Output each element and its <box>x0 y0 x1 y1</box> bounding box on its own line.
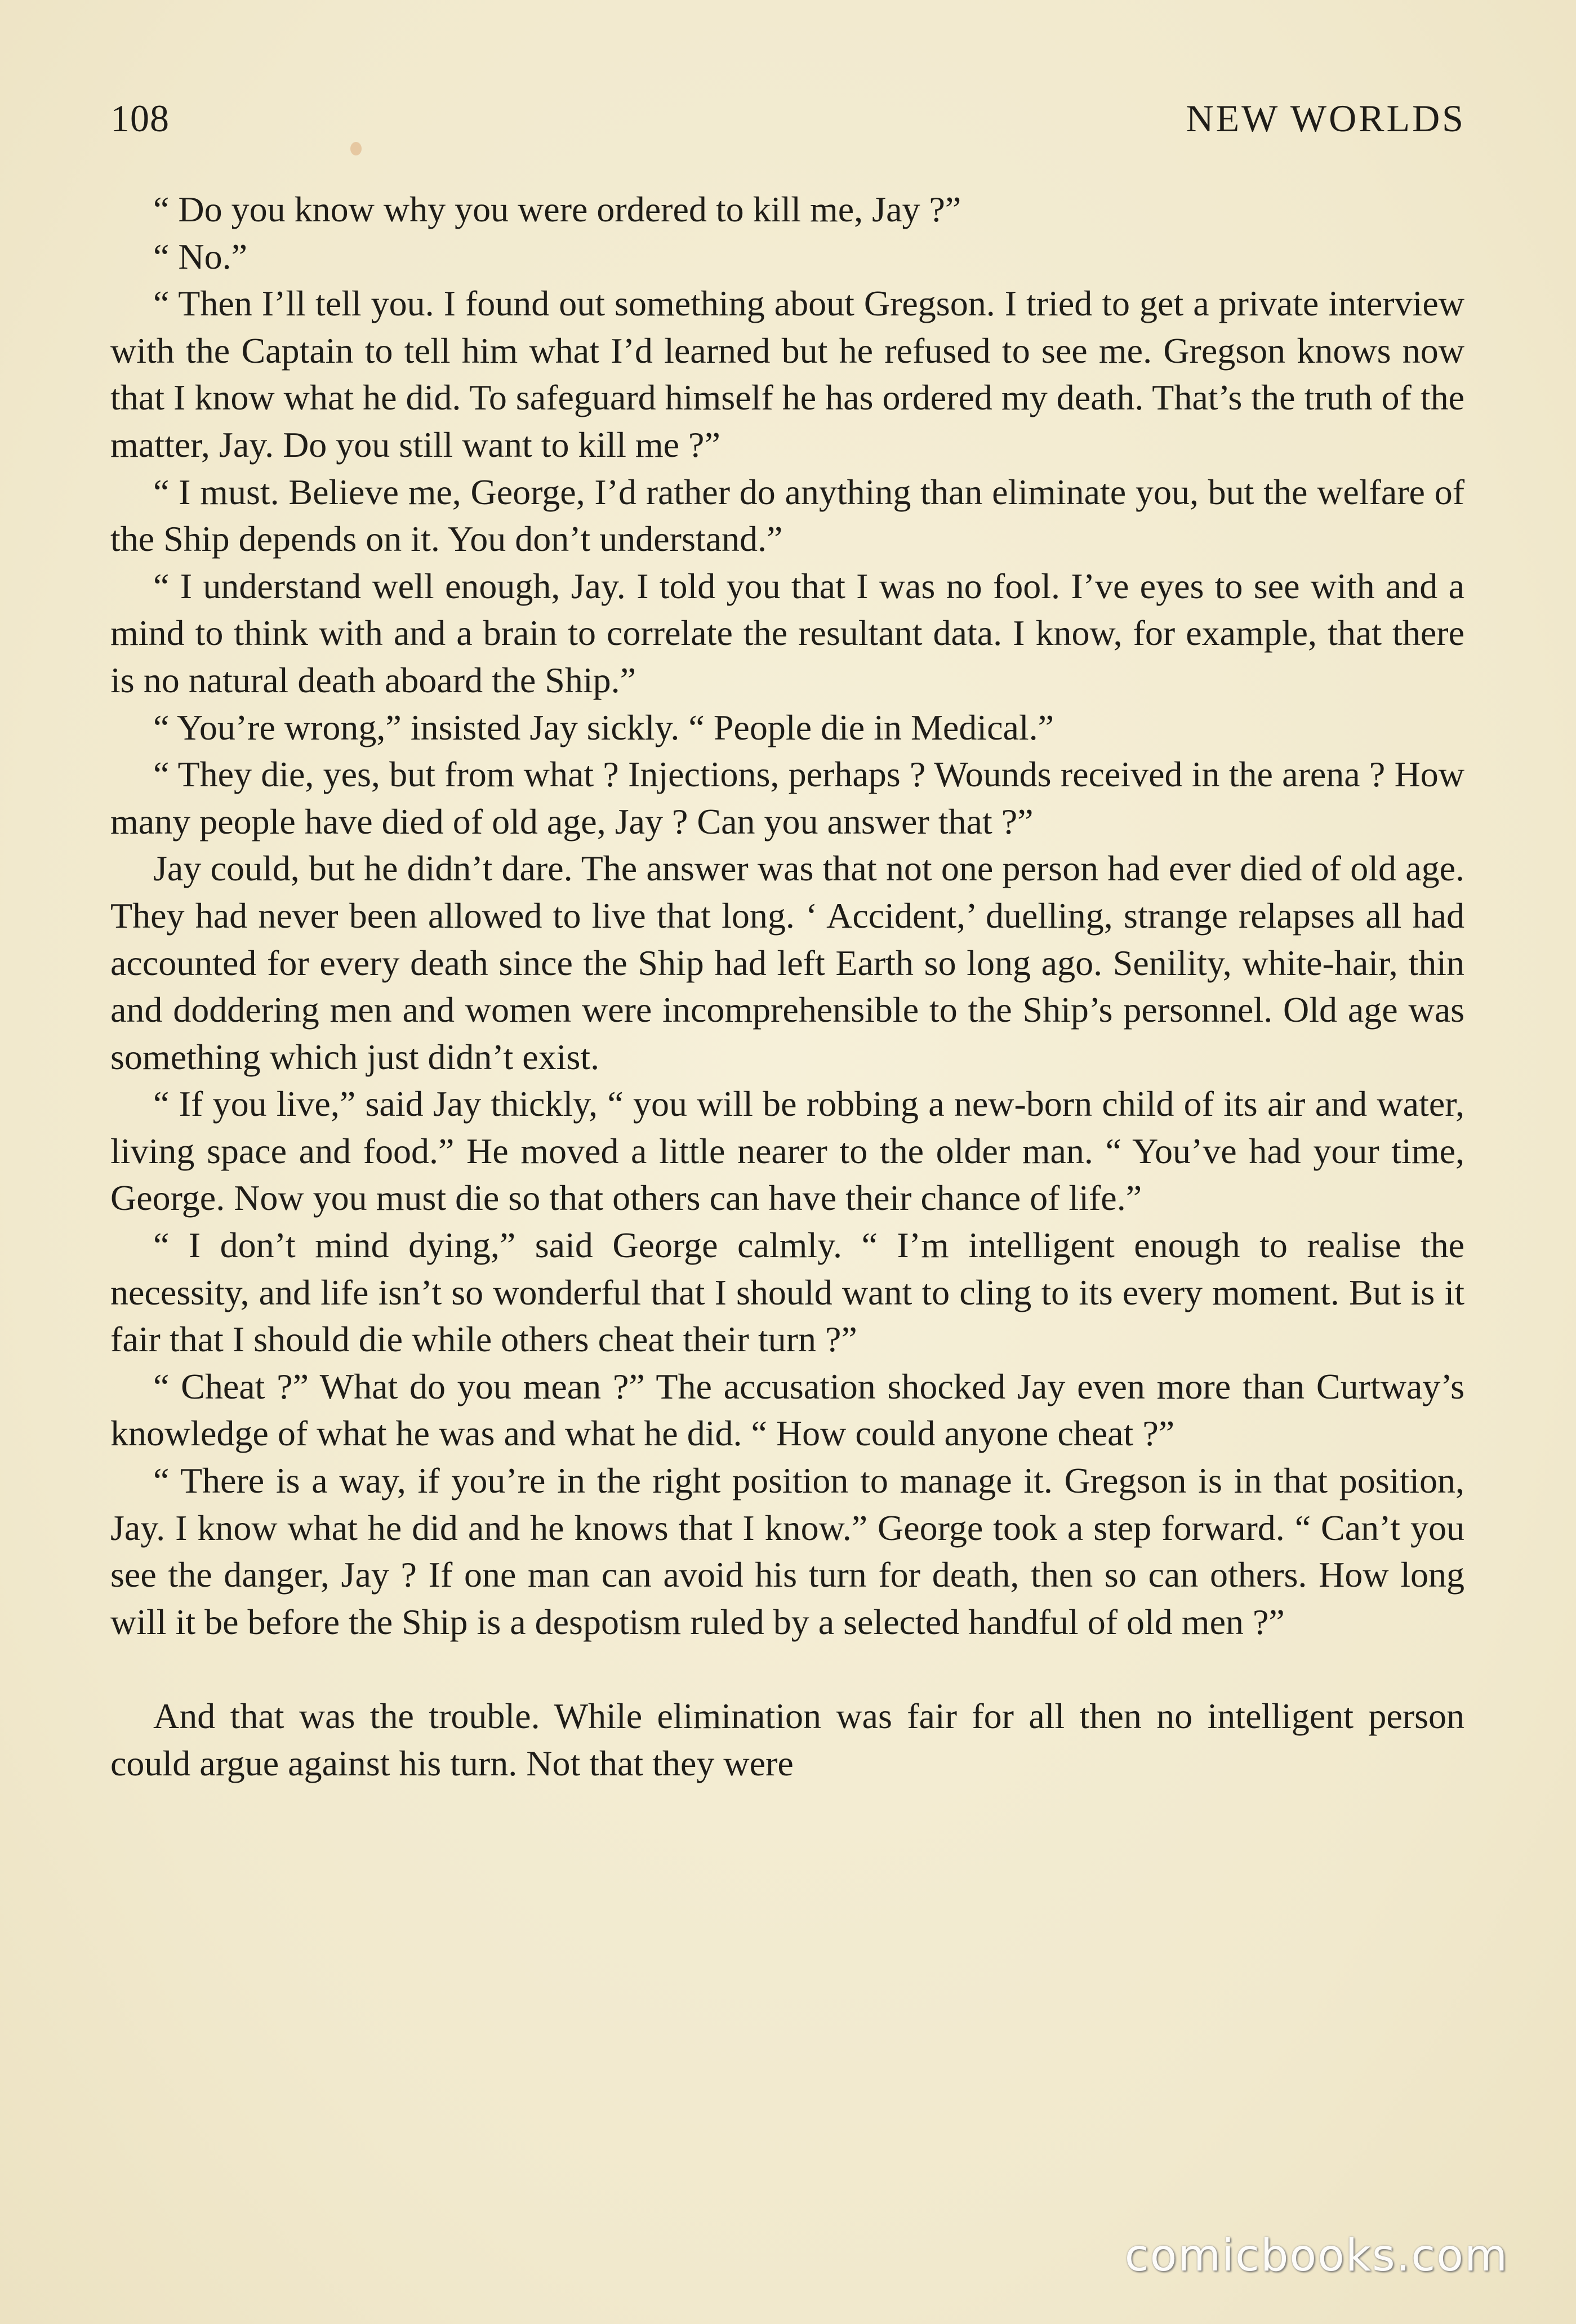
paragraph: “ I don’t mind dying,” said George calmly. “ I’m intelligent enough to realise the necessity, and life isn’t so wonderful that I should want to cling to its every moment. But is it fair that I should die while others cheat their turn ?” <box>110 1225 1464 1360</box>
paragraph: “ There is a way, if you’re in the right position to manage it. Gregson is in that position, Jay. I know what he did and he knows that I know.” George took a step forward. “ Can’t you see the danger, Jay ? If one man can avoid his turn for death, then so can others. How long will it be before the Ship is a despotism ruled by a selected handful of old men ?” <box>110 1461 1464 1642</box>
paragraph: Jay could, but he didn’t dare. The answer was that not one person had ever died of old age. They had never been allowed to live that long. ‘ Accident,’ duelling, strange relapses all had accounted for every death since the Ship had left Earth so long ago. Senility, white-hair, thin and doddering men and women were incomprehensible to the Ship’s personnel. Old age was something which just didn’t exist. <box>110 848 1464 1077</box>
paragraph: “ I must. Believe me, George, I’d rather do anything than eliminate you, but the welfare of the Ship depends on it. You don’t understand.” <box>110 471 1464 559</box>
watermark: comicbooks.com <box>1124 2230 1508 2281</box>
journal-title: NEW WORLDS <box>1186 97 1466 140</box>
section-break <box>110 1645 1464 1693</box>
paper-stain <box>350 142 362 155</box>
paragraph: “ They die, yes, but from what ? Injections, perhaps ? Wounds received in the arena ? How many people have died of old age, Jay ? Can you answer that ?” <box>110 754 1464 842</box>
paragraph: “ Do you know why you were ordered to kill me, Jay ?” <box>153 189 961 229</box>
paragraph: “ If you live,” said Jay thickly, “ you will be robbing a new-born child of its air and water, living space and food.” He moved a little nearer to the older man. “ You’ve had your time, George. Now you must die so that others can have their chance of life.” <box>110 1084 1464 1218</box>
paragraph: And that was the trouble. While elimination was fair for all then no intelligent person could argue against his turn. Not that they were <box>110 1696 1464 1783</box>
running-head <box>110 93 1466 144</box>
paragraph: “ I understand well enough, Jay. I told you that I was no fool. I’ve eyes to see with and a mind to think with and a brain to correlate the resultant data. I know, for example, that there is no natural death aboard the Ship.” <box>110 566 1464 700</box>
paragraph: “ You’re wrong,” insisted Jay sickly. “ People die in Medical.” <box>153 707 1054 747</box>
paragraph: “ Then I’ll tell you. I found out something about Gregson. I tried to get a private interview with the Captain to tell him what I’d learned but he refused to see me. Gregson knows now that I know what he did. To safeguard himself he has ordered my death. That’s the truth of the matter, Jay. Do you still want to kill me ?” <box>110 283 1464 465</box>
paragraph: “ Cheat ?” What do you mean ?” The accusation shocked Jay even more than Curtway’s knowledge of what he was and what he did. “ How could anyone cheat ?” <box>110 1366 1464 1454</box>
paragraph: “ No.” <box>153 236 248 277</box>
page-number: 108 <box>110 97 170 140</box>
story-text <box>110 186 1464 1787</box>
